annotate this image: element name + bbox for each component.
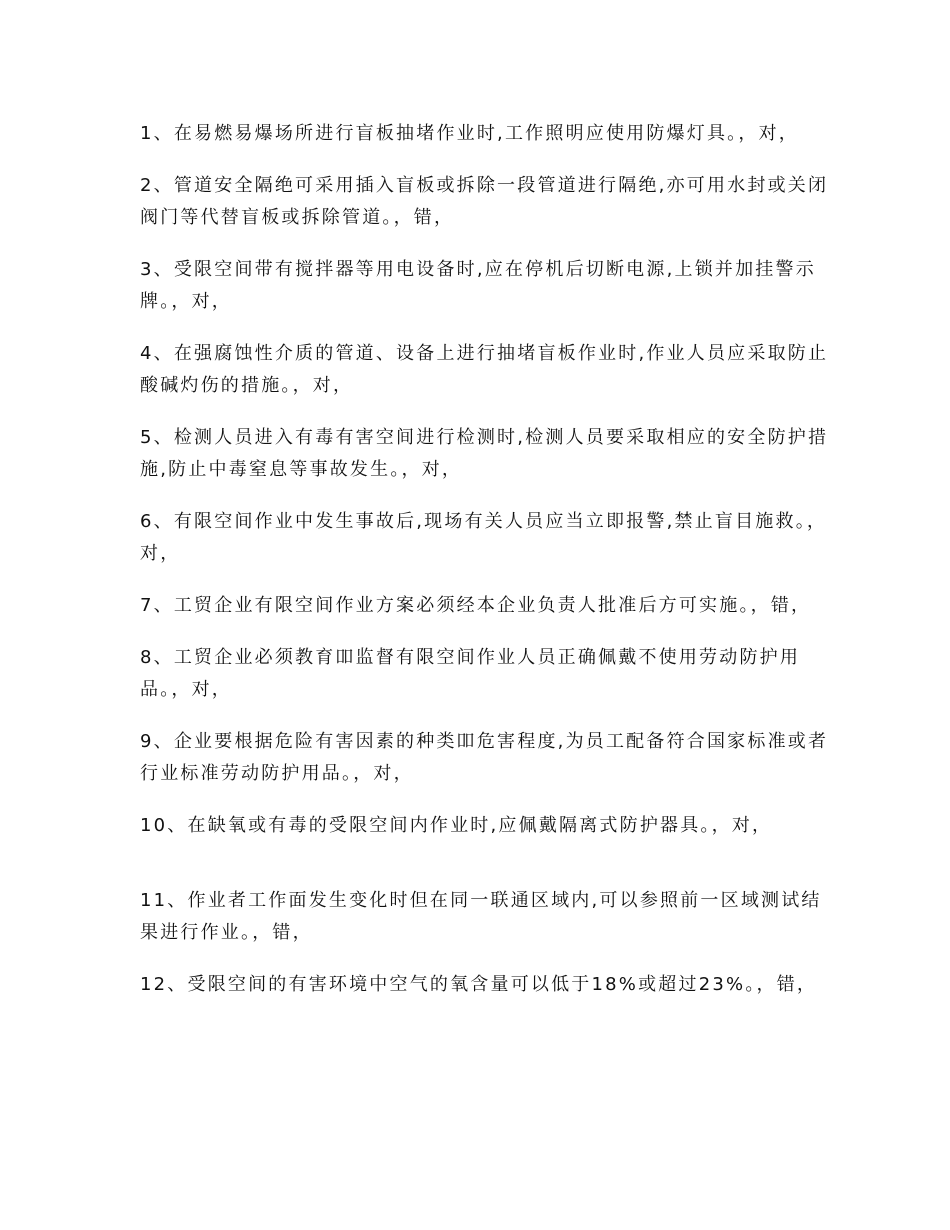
question-item-5: 5、检测人员进入有毒有害空间进行检测时,检测人员要采取相应的安全防护措施,防止中毒窒息等事故发生。，对，	[140, 427, 829, 480]
question-item-7: 7、工贸企业有限空间作业方案必须经本企业负责人批准后方可实施。，错，	[140, 595, 812, 616]
question-item-1: 1、在易燃易爆场所进行盲板抽堵作业时,工作照明应使用防爆灯具。，对，	[140, 123, 799, 144]
question-item-8: 8、工贸企业必须教育吅监督有限空间作业人员正确佩戴不使用劳动防护用品。，对，	[140, 647, 801, 700]
question-list	[140, 118, 830, 1021]
question-item-4: 4、在强腐蚀性介质的管道、设备上进行抽堵盲板作业时,作业人员应采取防止酸碱灼伤的措施。，对，	[140, 343, 829, 396]
question-item-6: 6、有限空间作业中发生事故后,现场有关人员应当立即报警,禁止盲目施救。，对，	[140, 511, 828, 564]
question-item-9: 9、企业要根据危险有害因素的种类吅危害程度,为员工配备符合国家标准或者行业标准劳动防护用品。，对，	[140, 731, 829, 784]
question-item-10: 10、在缺氧或有毒的受限空间内作业时,应佩戴隔离式防护器具。，对，	[140, 815, 773, 836]
question-item-11: 11、作业者工作面发生变化时但在同一联通区域内,可以参照前一区域测试结果进行作业。，错，	[140, 890, 822, 943]
question-item-12: 12、受限空间的有害环境中空气的氧含量可以低于18%或超过23%。，错，	[140, 974, 818, 995]
question-item-3: 3、受限空间带有搅拌器等用电设备时,应在停机后切断电源,上锁并加挂警示牌。，对，	[140, 259, 816, 312]
question-item-2: 2、管道安全隔绝可采用插入盲板或拆除一段管道进行隔绝,亦可用水封或关闭阀门等代替盲板或拆除管道。，错，	[140, 175, 829, 228]
